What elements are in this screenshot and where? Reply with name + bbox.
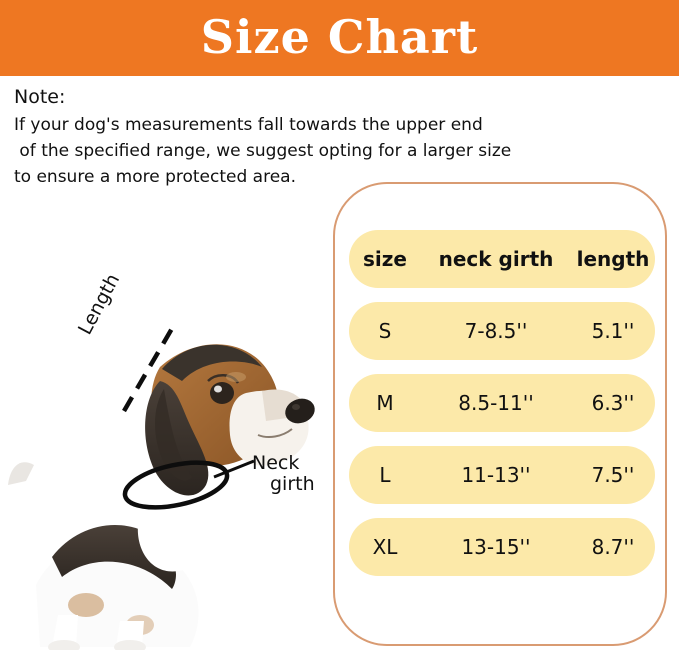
page-title: Size Chart (200, 10, 479, 64)
column-header-length: length (576, 247, 650, 271)
cell-size: XL (372, 535, 398, 559)
note-line: If your dog's measurements fall towards the upper end (14, 115, 483, 135)
cell-length: 5.1'' (591, 319, 635, 343)
cell-size: L (379, 463, 391, 487)
note-line: to ensure a more protected area. (14, 167, 296, 187)
cell-length: 8.7'' (591, 535, 635, 559)
size-table (349, 230, 655, 590)
neck-girth-label-line1: Neck (252, 452, 300, 474)
cell-size: S (378, 319, 392, 343)
column-header-size: size (363, 247, 407, 271)
cell-neck: 7-8.5'' (464, 319, 528, 343)
cell-length: 6.3'' (591, 391, 635, 415)
table-row (349, 302, 655, 360)
cell-neck: 8.5-11'' (458, 391, 534, 415)
note-line: of the specified range, we suggest opting for a larger size (14, 141, 512, 161)
header-banner (0, 0, 679, 76)
table-row (349, 374, 655, 432)
table-row (349, 518, 655, 576)
cell-neck: 13-15'' (461, 535, 531, 559)
note-title: Note: (14, 86, 66, 108)
neck-girth-label-line2: girth (270, 473, 315, 495)
column-header-neck: neck girth (438, 247, 554, 271)
cell-length: 7.5'' (591, 463, 635, 487)
note-block (14, 84, 534, 190)
cell-neck: 11-13'' (461, 463, 531, 487)
size-table-card (333, 182, 667, 646)
table-row (349, 446, 655, 504)
cell-size: M (376, 391, 394, 415)
length-label: Length (74, 270, 125, 339)
dog-illustration (0, 185, 330, 650)
neck-girth-label (252, 453, 315, 495)
table-header-row (349, 230, 655, 288)
dog-photo (0, 185, 330, 650)
